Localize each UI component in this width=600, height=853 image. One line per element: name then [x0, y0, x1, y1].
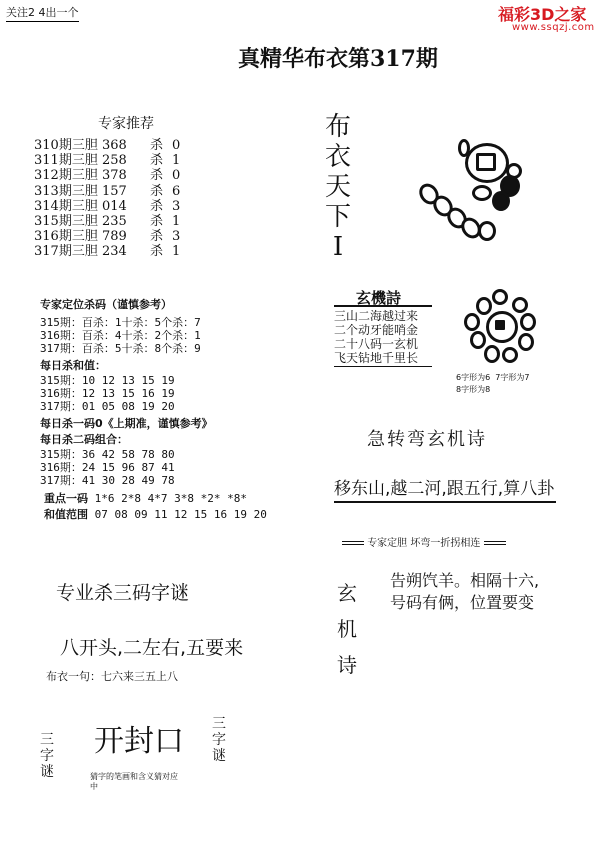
coin-ring-icon	[462, 285, 542, 365]
shape-note: 7字形为7	[495, 373, 530, 382]
poem-text-line: 告朔饩羊。相隔十六,	[390, 571, 540, 590]
poem-line: 二个动牙能哨金	[334, 323, 419, 337]
poem-box	[334, 305, 432, 367]
list-item: 315期：百杀：1十杀：5个杀：7	[40, 316, 201, 329]
page-title: 真精华布衣第317期	[238, 46, 438, 72]
list-item: 317期：百杀：5十杀：8个杀：9	[40, 342, 201, 356]
list-item: 313期三胆 157 杀 6	[34, 183, 181, 199]
list-item: 317期：41 30 28 49 78	[40, 474, 175, 488]
list-item: 317期三胆 234 杀 1	[34, 244, 181, 260]
riddle-heading: 专业杀三码字谜	[56, 582, 190, 604]
list-item: 312期三胆 378 杀 0	[34, 168, 181, 184]
list-item: 316期：12 13 15 16 19	[40, 387, 175, 401]
riddle-left-label: 三字谜	[40, 732, 54, 780]
expert-list	[34, 138, 192, 260]
riddle-big-word: 开封口	[94, 724, 184, 759]
list-item: 315期三胆 235 杀 1	[34, 214, 181, 230]
position-kill-heading: 专家定位杀码（谨慎参考）	[40, 298, 172, 311]
sum-range-values: 07 08 09 11 12 15 16 19 20	[94, 508, 267, 521]
expert-banner-text: 专家定胆 坏弯一折拐相连	[367, 538, 481, 549]
shape-note: 6字形为6	[456, 373, 491, 382]
top-note: 关注2 4出一个	[6, 4, 79, 22]
list-item: 310期三胆 368 杀 0	[34, 138, 181, 153]
riddle-hint: 布衣一句：七六来三五上八	[46, 670, 178, 683]
expert-banner	[342, 534, 506, 549]
list-item: 316期：24 15 96 87 41	[40, 461, 175, 475]
poem-line: 飞天钻地千里长	[334, 351, 419, 365]
daily-two-subheading: 每日杀二码组合：	[40, 433, 128, 446]
riddle-right-label: 三字谜	[212, 716, 226, 764]
poem-line: 二十八码一玄机	[334, 337, 419, 351]
shape-notes	[456, 372, 529, 396]
list-item: 316期三胆 789 杀 3	[34, 229, 181, 245]
daily-sum-heading: 每日杀和值：	[40, 359, 106, 372]
site-url-link[interactable]: www.ssqzj.com	[512, 22, 595, 33]
list-item: 314期三胆 014 杀 3	[34, 198, 181, 214]
shape-note: 8字形为8	[456, 385, 491, 394]
coin-ornament-icon	[420, 135, 540, 245]
list-item: 315期：36 42 58 78 80	[40, 448, 175, 461]
vertical-title: 布衣天下I	[324, 112, 351, 262]
expert-heading: 专家推荐	[98, 116, 154, 132]
list-item: 316期：百杀：4十杀：2个杀：1	[40, 329, 201, 343]
turn-heading: 急转弯玄机诗	[367, 429, 487, 450]
poem-line: 三山二海越过来	[334, 309, 419, 323]
key-code-values: 1*6 2*8 4*7 3*8 *2* *8*	[94, 492, 247, 505]
poem-text-line: 号码有俩，位置要变	[390, 593, 535, 612]
key-code-row	[44, 492, 247, 505]
daily-one-heading: 每日杀一码0《上期准，谨慎参考》	[40, 417, 213, 430]
daily-sum-list	[40, 374, 175, 414]
key-code-label: 重点一码	[44, 492, 88, 505]
poem-text	[390, 570, 539, 614]
list-item: 311期三胆 258 杀 1	[34, 153, 181, 169]
sum-range-label: 和值范围	[44, 508, 88, 521]
riddle-note: 猜字的笔画和含义猜对应中	[90, 772, 178, 791]
vertical-poem-label: 玄机诗	[337, 581, 357, 677]
site-logo-title[interactable]: 福彩3D之家	[498, 5, 587, 24]
turn-line: 移东山,越二河,跟五行,算八卦	[334, 474, 556, 503]
sum-range-row	[44, 508, 267, 521]
position-kill-list	[40, 316, 201, 356]
list-item: 315期：10 12 13 15 19	[40, 374, 175, 387]
daily-two-list	[40, 448, 175, 488]
poem-heading: 玄機詩	[356, 289, 402, 307]
riddle-text: 八开头,二左右,五要来	[60, 637, 244, 659]
list-item: 317期：01 05 08 19 20	[40, 400, 175, 414]
